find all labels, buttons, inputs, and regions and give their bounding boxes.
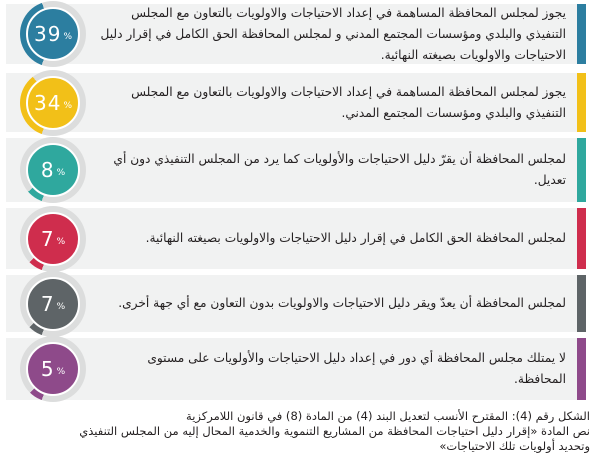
percent-value	[26, 212, 80, 266]
value-label: 34	[33, 90, 62, 115]
category-label: لمجلس المحافظة أن يقرّ دليل الاحتياجات والأولويات كما يرد من المجلس التنفيذي دون أي تعديل.	[113, 152, 566, 187]
category-label: يجوز لمجلس المحافظة المساهمة في إعداد الاحتياجات والاولويات بالتعاون مع المجلس التنفيذي والبلدي ومؤسسات المجتمع المدني و لمجلس المحافظة الحق الكامل في إقرار دليل الاحتياجات والاولويات بصيغته النهائية.	[100, 5, 566, 62]
value-label: 7	[40, 291, 55, 316]
caption-line-3: وتحديد أولويات تلك الاحتياجات»	[439, 439, 590, 453]
chart-row	[6, 208, 586, 269]
percent-value	[26, 76, 80, 130]
percent-ring	[20, 1, 86, 67]
percent-ring	[20, 70, 86, 136]
category-label: يجوز لمجلس المحافظة المساهمة في إعداد الاحتياجات والاولويات بالتعاون مع المجلس التنفيذي والبلدي ومؤسسات المجتمع المدني.	[131, 84, 566, 120]
percent-ring	[20, 271, 86, 337]
chart-row	[6, 73, 586, 132]
unit-label: %	[56, 301, 66, 312]
row-accent-bar	[577, 208, 586, 269]
caption-line-1: الشكل رقم (4): المقترح الأنسب لتعديل البند (4) من المادة (8) في قانون اللامركزية	[186, 409, 590, 423]
percent-ring	[20, 137, 86, 203]
row-accent-bar	[577, 4, 586, 64]
percent-badge	[6, 275, 92, 332]
value-label: 7	[40, 226, 55, 251]
chart-row	[6, 4, 586, 64]
category-label: لمجلس المحافظة أن يعدّ ويقر دليل الاحتياجات والاولويات بدون التعاون مع أي جهة أخرى.	[118, 296, 566, 310]
caption-line-2: نص المادة «إقرار دليل احتياجات المحافظة من المشاريع التنموية والخدمية المحال إليه من المجلس التنفيذي	[79, 424, 590, 438]
chart-row	[6, 275, 586, 332]
unit-label: %	[56, 367, 66, 377]
percent-value	[26, 7, 80, 61]
row-accent-bar	[577, 338, 586, 400]
percent-value	[26, 342, 80, 396]
category-label: لمجلس المحافظة الحق الكامل في إقرار دليل الاحتياجات والاولويات بصيغته النهائية.	[145, 231, 566, 245]
unit-label: %	[63, 32, 72, 42]
percent-badge	[6, 73, 92, 132]
chart-row	[6, 138, 586, 202]
row-accent-bar	[577, 73, 586, 132]
figure-caption	[5, 409, 590, 454]
percent-value	[26, 143, 80, 197]
percent-badge	[6, 208, 92, 269]
value-label: 8	[40, 158, 55, 182]
category-label: لا يمتلك مجلس المحافظة أي دور في إعداد دليل الاحتياجات والأولويات على مستوى المحافظة.	[147, 351, 566, 386]
value-label: 5	[40, 357, 55, 381]
row-accent-bar	[577, 275, 586, 332]
unit-label: %	[56, 168, 66, 178]
percent-value	[26, 277, 80, 331]
percent-ring	[20, 336, 86, 402]
percent-badge	[6, 4, 92, 64]
unit-label: %	[56, 236, 66, 247]
chart-row	[6, 338, 586, 400]
percent-badge	[6, 138, 92, 202]
unit-label: %	[63, 100, 72, 111]
value-label: 39	[33, 22, 62, 46]
percent-ring	[20, 206, 86, 272]
percent-badge	[6, 338, 92, 400]
row-accent-bar	[577, 138, 586, 202]
